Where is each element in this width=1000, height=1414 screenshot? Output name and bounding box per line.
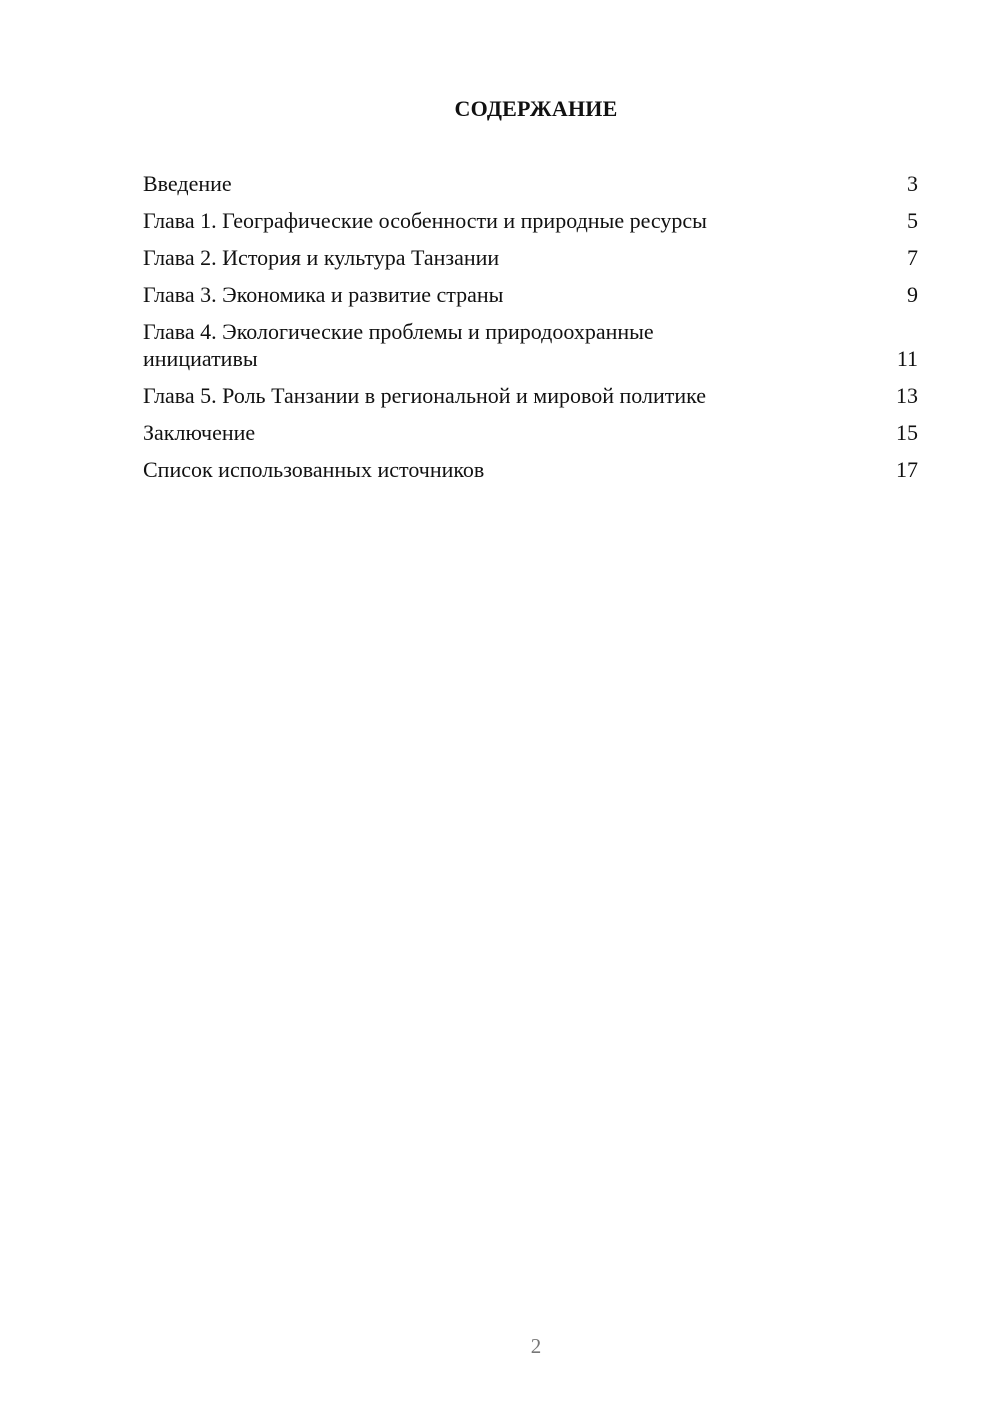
toc-entry-page: 3: [907, 171, 918, 196]
toc-entry-chapter-5: [143, 382, 918, 409]
table-of-contents: [143, 170, 918, 493]
toc-entry-page: 11: [896, 346, 918, 371]
toc-entry-page: 7: [907, 245, 918, 270]
toc-entry-conclusion: [143, 419, 918, 446]
toc-entry-title: Глава 5. Роль Танзании в региональной и мировой политике: [143, 383, 707, 408]
toc-entry-title: Глава 3. Экономика и развитие страны: [143, 282, 504, 307]
toc-entry-title: Глава 2. История и культура Танзании: [143, 245, 500, 270]
toc-entry-page: 17: [896, 457, 918, 482]
page-title: СОДЕРЖАНИЕ: [454, 96, 618, 121]
toc-entry-title: Введение: [143, 171, 232, 196]
toc-entry-chapter-1: [143, 207, 918, 234]
toc-entry-chapter-2: [143, 244, 918, 271]
toc-entry-page: 9: [907, 282, 918, 307]
toc-entry-title: Глава 1. Географические особенности и природные ресурсы: [143, 208, 707, 233]
page-number: 2: [530, 1334, 542, 1358]
toc-entry-page: 15: [896, 420, 918, 445]
toc-entry-title: Заключение: [143, 420, 256, 445]
toc-entry-references: [143, 456, 918, 483]
toc-entry-chapter-4: [143, 318, 918, 372]
toc-entry-chapter-3: [143, 281, 918, 308]
toc-entry-page: 5: [907, 208, 918, 233]
toc-entry-page: 13: [896, 383, 918, 408]
toc-entry-introduction: [143, 170, 918, 197]
toc-entry-title: Список использованных источников: [143, 457, 485, 482]
toc-entry-title: Глава 4. Экологические проблемы и природоохранные инициативы: [143, 319, 654, 371]
